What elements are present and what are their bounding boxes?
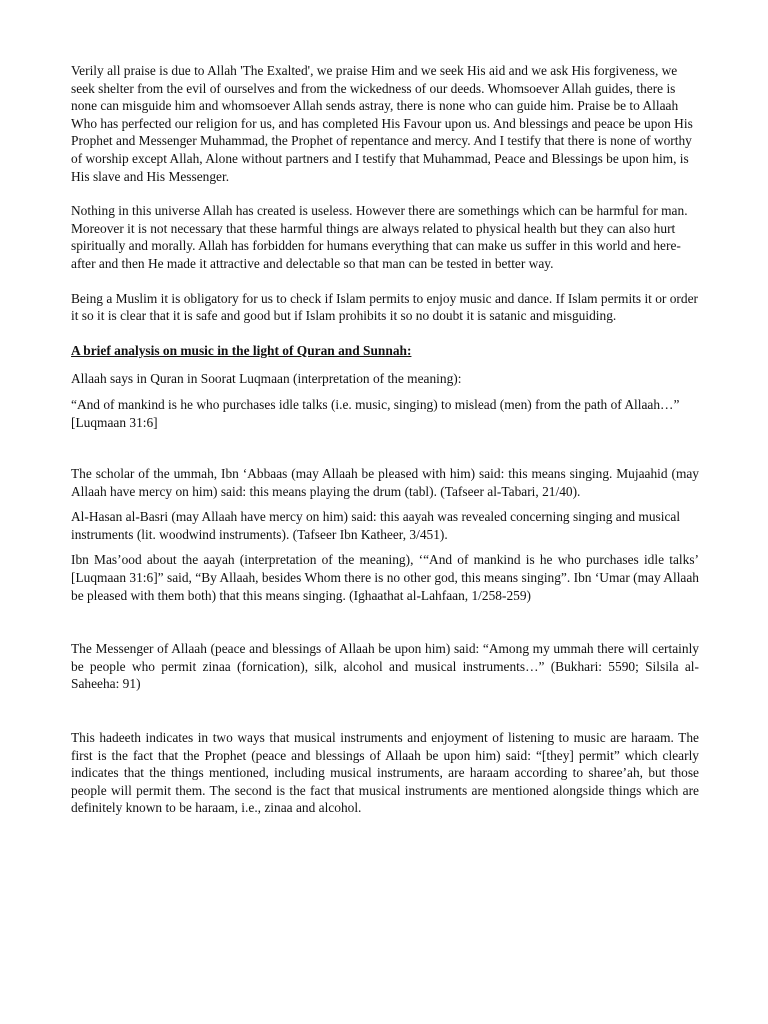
paragraph-quran-intro: Allaah says in Quran in Soorat Luqmaan (interpretation of the meaning):: [71, 371, 462, 387]
section-heading: A brief analysis on music in the light of Quran and Sunnah:: [71, 342, 412, 358]
paragraph-hasan-basri: Al-Hasan al-Basri (may Allaah have mercy on him) said: this aayah was revealed concerning singing and musical instruments (lit. woodwind instruments). (Tafseer Ibn Katheer, 3/451).: [71, 509, 681, 542]
paragraph-obligation: Being a Muslim it is obligatory for us to check if Islam permits to enjoy music and dance. If Islam permits it or order it so it is clear that it is safe and good but if Islam prohibits it so no doubt it is satanic and misguiding.: [71, 290, 698, 324]
paragraph-ibn-abbaas: The scholar of the ummah, Ibn ‘Abbaas (may Allaah be pleased with him) said: this means singing. Mujaahid (may Allaah have mercy on him) said: this means playing the drum (tabl). (Tafseer al-Tabari, 21/40).: [71, 466, 699, 499]
paragraph-ibn-masood: Ibn Mas’ood about the aayah (interpretation of the meaning), ‘“And of mankind is he who purchases idle talks’ [Luqmaan 31:6]” said, “By Allaah, besides Whom there is no other god, this means singing”. Ibn ‘Umar (may Allaah be pleased with them both) that this means singing. (Ighaathat al-Lahfaan, 1/258-259): [71, 552, 699, 603]
paragraph-quran-verse: “And of mankind is he who purchases idle talks (i.e. music, singing) to mislead (men) from the path of Allaah…” [Luqmaan 31:6]: [71, 396, 680, 430]
paragraph-hadeeth-analysis: This hadeeth indicates in two ways that musical instruments and enjoyment of listening to music are haraam. The first is the fact that the Prophet (peace and blessings of Allaah be upon him) said: “[they] permit” which clearly indicates that the things mentioned, including musical instruments, are haraam according to sharee’ah, but those people will permit them. The second is the fact that musical instruments are mentioned alongside things which are definitely known to be haraam, i.e., zinaa and alcohol.: [71, 730, 699, 816]
document-page: [71, 62, 699, 817]
paragraph-harmful-things: Nothing in this universe Allah has created is useless. However there are somethings which can be harmful for man. Moreover it is not necessary that these harmful things are always related to physical health but they can also hurt spiritually and morally. Allah has forbidden for humans everything that can make us suffer in this world and here-after and then He made it attractive and delectable so that man can be tested in better way.: [71, 203, 688, 271]
paragraph-hadeeth: The Messenger of Allaah (peace and blessings of Allaah be upon him) said: “Among my ummah there will certainly be people who permit zinaa (fornication), silk, alcohol and musical instruments…” (Bukhari: 5590; Silsila al-Saheeha: 91): [71, 641, 699, 692]
paragraph-opening-praise: Verily all praise is due to Allah 'The Exalted', we praise Him and we seek His aid and we ask His forgiveness, we seek shelter from the evil of ourselves and from the wickedness of our deeds. Whomsoever Allah guides, there is none can misguide him and whomsoever Allah sends astray, there is none who can guide him. Praise be to Allaah Who has perfected our religion for us, and has completed His Favour upon us. And blessings and peace be upon His Prophet and Messenger Muhammad, the Prophet of repentance and mercy. And I testify that there is none of worthy of worship except Allah, Alone without partners and I testify that Muhammad, Peace and Blessings be upon him, is His slave and His Messenger.: [71, 63, 693, 184]
